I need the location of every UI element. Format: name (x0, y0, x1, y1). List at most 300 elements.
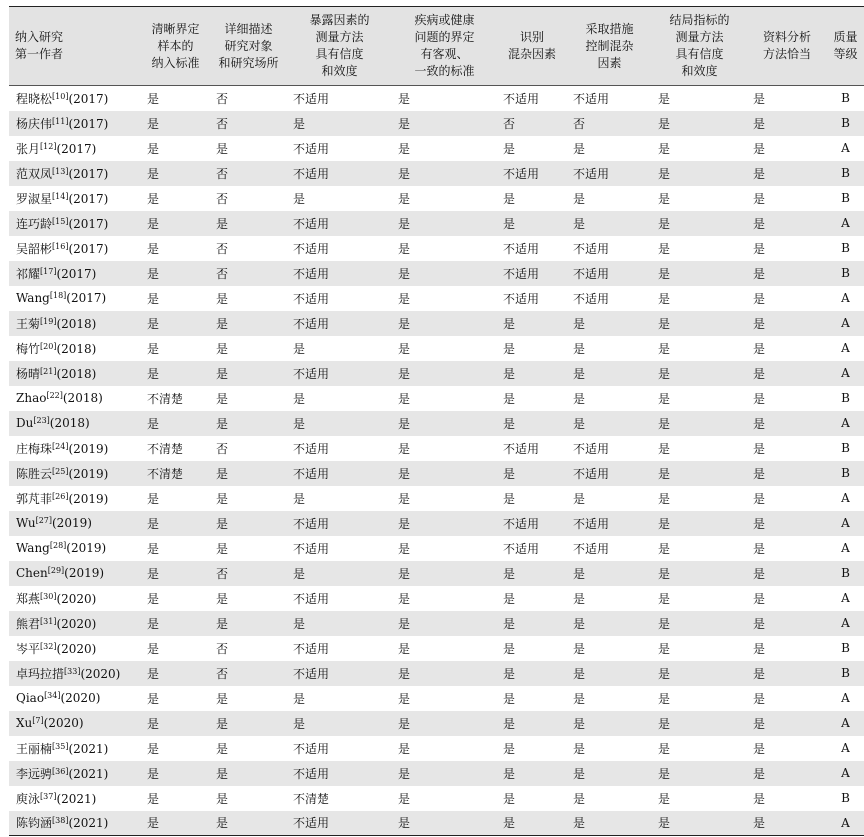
quality-assessment-table (9, 6, 864, 836)
cell-inclusion-criteria: 是 (147, 266, 160, 281)
cell-inclusion-criteria: 是 (147, 291, 160, 306)
cell-quality-grade: B (841, 566, 850, 580)
table-row (9, 736, 864, 761)
reference-number: [27] (35, 516, 52, 525)
cell-confounders: 是 (503, 491, 516, 506)
cell-quality-grade: B (841, 91, 850, 106)
cell-condition-criteria: 是 (398, 116, 411, 131)
cell-confounder-control: 是 (573, 716, 586, 731)
cell-confounders: 是 (503, 216, 516, 231)
reference-number: [16] (52, 241, 69, 251)
cell-confounders: 是 (503, 766, 516, 781)
author-name: 吴韶彬 (16, 241, 53, 256)
cell-confounder-control: 是 (573, 691, 586, 706)
cell-outcome-measure: 是 (658, 616, 671, 631)
table-row (9, 361, 864, 386)
cell-quality-grade: B (841, 241, 850, 255)
cell-analysis: 是 (753, 241, 766, 256)
cell-analysis: 是 (753, 366, 766, 381)
cell-confounder-control: 是 (573, 216, 586, 231)
cell-subjects-setting: 是 (216, 391, 229, 406)
cell-outcome-measure: 是 (658, 116, 671, 131)
reference-number: [35] (52, 741, 69, 751)
cell-exposure-measure: 不适用 (293, 766, 330, 781)
reference-number: [25] (52, 466, 69, 476)
cell-author (9, 561, 141, 586)
header-condition-criteria: 疾病或健康 问题的界定 有客观、 一致的标准 (414, 13, 475, 78)
author-name: Wu (16, 516, 36, 530)
table-row (9, 536, 864, 561)
cell-confounder-control: 是 (573, 391, 586, 406)
cell-exposure-measure: 不适用 (293, 466, 330, 481)
cell-analysis: 是 (753, 491, 766, 506)
table-row (9, 436, 864, 461)
author-name: 王菊 (16, 316, 41, 331)
cell-exposure-measure: 不适用 (293, 266, 330, 281)
cell-confounders: 是 (503, 716, 516, 731)
cell-confounder-control: 是 (573, 791, 586, 806)
cell-confounders: 是 (503, 341, 516, 356)
cell-confounders: 是 (503, 791, 516, 806)
cell-exposure-measure: 是 (293, 491, 306, 506)
reference-number: [28] (49, 541, 67, 550)
table-row (9, 161, 864, 186)
cell-confounders: 是 (503, 391, 516, 406)
author-name: Wang (16, 291, 50, 305)
reference-number: [10] (52, 91, 69, 101)
cell-author (9, 211, 141, 236)
publication-year: (2017) (68, 116, 109, 131)
header-author: 纳入研究 第一作者 (15, 30, 64, 61)
cell-outcome-measure: 是 (658, 266, 671, 281)
cell-author (9, 236, 141, 261)
cell-confounders: 是 (503, 691, 516, 706)
table-row (9, 136, 864, 161)
cell-subjects-setting: 是 (216, 816, 229, 831)
cell-outcome-measure: 是 (658, 366, 671, 381)
cell-analysis: 是 (753, 191, 766, 206)
author-name: 梅竹 (16, 341, 41, 356)
cell-subjects-setting: 否 (216, 441, 229, 456)
cell-confounders: 不适用 (503, 516, 540, 531)
cell-condition-criteria: 是 (398, 166, 411, 181)
cell-subjects-setting: 是 (216, 291, 229, 306)
reference-number: [20] (40, 341, 57, 351)
author-name: Du (16, 416, 34, 430)
cell-subjects-setting: 否 (216, 641, 229, 656)
author-name: Chen (16, 566, 48, 580)
cell-analysis: 是 (753, 791, 766, 806)
cell-condition-criteria: 是 (398, 341, 411, 356)
cell-author (9, 636, 141, 661)
cell-exposure-measure: 不适用 (293, 541, 330, 556)
reference-number: [19] (40, 316, 57, 326)
cell-confounder-control: 是 (573, 616, 586, 631)
publication-year: (2017) (56, 141, 97, 156)
table-body (9, 86, 864, 836)
cell-inclusion-criteria: 是 (147, 316, 160, 331)
cell-confounders: 是 (503, 141, 516, 156)
cell-exposure-measure: 不适用 (293, 216, 330, 231)
cell-outcome-measure: 是 (658, 391, 671, 406)
author-name: 陈钧涵 (16, 816, 53, 831)
cell-outcome-measure: 是 (658, 716, 671, 731)
cell-author (9, 161, 141, 186)
publication-year: (2019) (68, 466, 109, 481)
author-name: 杨晴 (16, 366, 41, 381)
author-name: 祁耀 (16, 266, 41, 281)
cell-exposure-measure: 是 (293, 716, 306, 731)
cell-inclusion-criteria: 是 (147, 216, 160, 231)
cell-author (9, 136, 141, 161)
cell-subjects-setting: 否 (216, 91, 229, 106)
cell-inclusion-criteria: 是 (147, 241, 160, 256)
cell-confounders: 是 (503, 566, 516, 581)
publication-year: (2020) (56, 591, 97, 606)
reference-number: [13] (52, 166, 69, 176)
cell-outcome-measure: 是 (658, 416, 671, 431)
publication-year: (2019) (52, 516, 92, 530)
cell-condition-criteria: 是 (398, 641, 411, 656)
author-name: 庄梅珠 (16, 441, 53, 456)
cell-outcome-measure: 是 (658, 466, 671, 481)
cell-confounder-control: 不适用 (573, 91, 610, 106)
publication-year: (2018) (56, 316, 97, 331)
table-row (9, 261, 864, 286)
cell-quality-grade: A (841, 716, 850, 730)
table-row (9, 561, 864, 586)
cell-confounder-control: 不适用 (573, 541, 610, 556)
cell-condition-criteria: 是 (398, 441, 411, 456)
cell-analysis: 是 (753, 466, 766, 481)
cell-quality-grade: A (841, 741, 850, 755)
header-confounder-control: 采取措施 控制混杂 因素 (585, 21, 634, 70)
table-row (9, 236, 864, 261)
cell-subjects-setting: 否 (216, 566, 229, 581)
cell-condition-criteria: 是 (398, 566, 411, 581)
cell-quality-grade: A (841, 616, 850, 630)
cell-inclusion-criteria: 是 (147, 191, 160, 206)
cell-subjects-setting: 是 (216, 341, 229, 356)
cell-confounder-control: 不适用 (573, 441, 610, 456)
cell-subjects-setting: 是 (216, 716, 229, 731)
cell-confounder-control: 是 (573, 591, 586, 606)
cell-analysis: 是 (753, 691, 766, 706)
cell-outcome-measure: 是 (658, 91, 671, 106)
cell-analysis: 是 (753, 391, 766, 406)
cell-inclusion-criteria: 是 (147, 141, 160, 156)
cell-confounders: 否 (503, 116, 516, 131)
cell-inclusion-criteria: 是 (147, 366, 160, 381)
table-row (9, 411, 864, 436)
cell-inclusion-criteria: 是 (147, 166, 160, 181)
cell-outcome-measure: 是 (658, 316, 671, 331)
cell-analysis: 是 (753, 141, 766, 156)
author-name: 岑平 (16, 641, 41, 656)
header-analysis: 资料分析 方法恰当 (762, 30, 811, 61)
cell-condition-criteria: 是 (398, 416, 411, 431)
cell-subjects-setting: 是 (216, 616, 229, 631)
cell-inclusion-criteria: 是 (147, 716, 160, 731)
cell-author (9, 586, 141, 611)
cell-quality-grade: A (841, 815, 850, 830)
publication-year: (2018) (56, 366, 97, 381)
cell-confounder-control: 是 (573, 816, 586, 831)
cell-quality-grade: A (841, 541, 850, 555)
cell-confounder-control: 是 (573, 366, 586, 381)
publication-year: (2020) (60, 691, 101, 705)
cell-author (9, 486, 141, 511)
cell-author (9, 536, 141, 561)
publication-year: (2019) (64, 566, 105, 580)
cell-confounders: 不适用 (503, 266, 540, 281)
cell-quality-grade: A (841, 341, 850, 355)
publication-year: (2020) (80, 666, 121, 681)
cell-condition-criteria: 是 (398, 791, 411, 806)
cell-condition-criteria: 是 (398, 316, 411, 331)
author-name: 熊君 (16, 616, 41, 631)
cell-outcome-measure: 是 (658, 741, 671, 756)
cell-analysis: 是 (753, 541, 766, 556)
cell-condition-criteria: 是 (398, 591, 411, 606)
publication-year: (2019) (66, 541, 107, 555)
reference-number: [33] (64, 666, 81, 676)
cell-author (9, 86, 141, 111)
cell-quality-grade: A (841, 591, 850, 605)
cell-exposure-measure: 是 (293, 116, 306, 131)
cell-analysis: 是 (753, 566, 766, 581)
publication-year: (2017) (68, 91, 109, 106)
header-subjects-setting: 详细描述 研究对象 和研究场所 (218, 21, 279, 70)
table-row (9, 486, 864, 511)
cell-outcome-measure: 是 (658, 816, 671, 831)
cell-inclusion-criteria: 是 (147, 341, 160, 356)
cell-condition-criteria: 是 (398, 666, 411, 681)
cell-quality-grade: B (841, 191, 850, 205)
cell-confounder-control: 是 (573, 341, 586, 356)
table-row (9, 711, 864, 736)
publication-year: (2019) (68, 441, 109, 456)
publication-year: (2020) (56, 616, 97, 631)
cell-exposure-measure: 不适用 (293, 591, 330, 606)
cell-author (9, 661, 141, 686)
cell-condition-criteria: 是 (398, 691, 411, 706)
cell-condition-criteria: 是 (398, 91, 411, 106)
cell-analysis: 是 (753, 666, 766, 681)
cell-confounders: 是 (503, 741, 516, 756)
cell-condition-criteria: 是 (398, 266, 411, 281)
table-row (9, 86, 864, 111)
cell-outcome-measure: 是 (658, 641, 671, 656)
table-row (9, 311, 864, 336)
cell-subjects-setting: 否 (216, 166, 229, 181)
cell-subjects-setting: 是 (216, 541, 229, 556)
cell-confounder-control: 是 (573, 416, 586, 431)
cell-subjects-setting: 是 (216, 466, 229, 481)
table-row (9, 611, 864, 636)
cell-condition-criteria: 是 (398, 716, 411, 731)
cell-quality-grade: A (841, 491, 850, 505)
cell-exposure-measure: 不清楚 (293, 791, 330, 806)
cell-quality-grade: A (841, 366, 850, 380)
reference-number: [15] (52, 216, 69, 226)
cell-author (9, 436, 141, 461)
cell-author (9, 736, 141, 761)
cell-confounder-control: 是 (573, 741, 586, 756)
table-header (9, 7, 864, 86)
cell-analysis: 是 (753, 816, 766, 831)
publication-year: (2017) (66, 291, 107, 305)
cell-author (9, 611, 141, 636)
cell-analysis: 是 (753, 416, 766, 431)
author-name: 陈胜云 (16, 466, 53, 481)
header-inclusion-criteria: 清晰界定 样本的 纳入标准 (151, 21, 200, 70)
reference-number: [26] (52, 491, 69, 501)
author-name: 连巧龄 (16, 216, 53, 231)
cell-analysis: 是 (753, 116, 766, 131)
author-name: Xu (16, 716, 33, 730)
cell-exposure-measure: 是 (293, 341, 306, 356)
cell-inclusion-criteria: 是 (147, 566, 160, 581)
cell-exposure-measure: 是 (293, 691, 306, 706)
cell-exposure-measure: 是 (293, 391, 306, 406)
cell-analysis: 是 (753, 716, 766, 731)
table-row (9, 336, 864, 361)
cell-author (9, 786, 141, 811)
cell-inclusion-criteria: 不清楚 (147, 466, 184, 481)
cell-author (9, 461, 141, 486)
cell-outcome-measure: 是 (658, 166, 671, 181)
cell-confounders: 是 (503, 191, 516, 206)
cell-confounder-control: 是 (573, 566, 586, 581)
cell-outcome-measure: 是 (658, 441, 671, 456)
cell-condition-criteria: 是 (398, 616, 411, 631)
cell-condition-criteria: 是 (398, 766, 411, 781)
publication-year: (2021) (68, 766, 109, 781)
cell-exposure-measure: 是 (293, 616, 306, 631)
cell-exposure-measure: 不适用 (293, 816, 330, 831)
cell-author (9, 761, 141, 786)
cell-subjects-setting: 是 (216, 741, 229, 756)
cell-inclusion-criteria: 是 (147, 691, 160, 706)
table-row (9, 636, 864, 661)
cell-inclusion-criteria: 是 (147, 666, 160, 681)
cell-exposure-measure: 不适用 (293, 641, 330, 656)
cell-inclusion-criteria: 不清楚 (147, 391, 184, 406)
cell-exposure-measure: 不适用 (293, 441, 330, 456)
cell-quality-grade: A (841, 516, 850, 530)
cell-exposure-measure: 不适用 (293, 316, 330, 331)
publication-year: (2017) (68, 166, 109, 181)
author-name: 罗淑星 (16, 191, 53, 206)
table-row (9, 286, 864, 311)
cell-author (9, 811, 141, 836)
cell-exposure-measure: 不适用 (293, 366, 330, 381)
cell-confounders: 不适用 (503, 541, 540, 556)
cell-confounder-control: 不适用 (573, 466, 610, 481)
table-row (9, 461, 864, 486)
cell-subjects-setting: 是 (216, 791, 229, 806)
publication-year: (2017) (68, 241, 109, 256)
cell-subjects-setting: 是 (216, 516, 229, 531)
cell-exposure-measure: 不适用 (293, 91, 330, 106)
cell-author (9, 511, 141, 536)
cell-outcome-measure: 是 (658, 541, 671, 556)
cell-quality-grade: A (841, 216, 850, 230)
cell-outcome-measure: 是 (658, 291, 671, 306)
cell-quality-grade: B (841, 391, 850, 405)
cell-subjects-setting: 否 (216, 241, 229, 256)
cell-subjects-setting: 是 (216, 416, 229, 431)
cell-confounder-control: 不适用 (573, 241, 610, 256)
cell-quality-grade: B (841, 166, 850, 180)
table-row (9, 586, 864, 611)
publication-year: (2020) (43, 716, 84, 730)
cell-inclusion-criteria: 是 (147, 91, 160, 106)
author-name: Qiao (16, 691, 45, 705)
header-confounders: 识别 混杂因素 (507, 30, 556, 61)
reference-number: [29] (47, 566, 65, 575)
publication-year: (2021) (56, 791, 97, 806)
cell-confounders: 是 (503, 641, 516, 656)
reference-number: [37] (40, 791, 57, 801)
author-name: 郑燕 (16, 591, 41, 606)
cell-quality-grade: B (841, 791, 850, 805)
cell-exposure-measure: 不适用 (293, 241, 330, 256)
cell-condition-criteria: 是 (398, 466, 411, 481)
cell-confounder-control: 是 (573, 766, 586, 781)
cell-condition-criteria: 是 (398, 191, 411, 206)
cell-confounder-control: 是 (573, 666, 586, 681)
reference-number: [21] (40, 366, 57, 376)
cell-analysis: 是 (753, 216, 766, 231)
author-name: Zhao (16, 391, 47, 405)
cell-outcome-measure: 是 (658, 241, 671, 256)
author-name: 杨庆伟 (16, 116, 53, 131)
cell-subjects-setting: 是 (216, 691, 229, 706)
cell-condition-criteria: 是 (398, 541, 411, 556)
table-row (9, 111, 864, 136)
cell-confounders: 不适用 (503, 91, 540, 106)
cell-confounders: 是 (503, 666, 516, 681)
cell-subjects-setting: 否 (216, 116, 229, 131)
cell-outcome-measure: 是 (658, 691, 671, 706)
publication-year: (2018) (49, 416, 90, 430)
reference-number: [31] (40, 616, 57, 626)
cell-subjects-setting: 是 (216, 366, 229, 381)
table-row (9, 786, 864, 811)
cell-condition-criteria: 是 (398, 291, 411, 306)
reference-number: [23] (33, 416, 50, 425)
cell-analysis: 是 (753, 166, 766, 181)
publication-year: (2018) (56, 341, 97, 356)
cell-analysis: 是 (753, 316, 766, 331)
cell-outcome-measure: 是 (658, 591, 671, 606)
cell-exposure-measure: 是 (293, 416, 306, 431)
cell-quality-grade: A (841, 691, 850, 705)
cell-subjects-setting: 是 (216, 216, 229, 231)
cell-author (9, 711, 141, 736)
cell-outcome-measure: 是 (658, 566, 671, 581)
cell-confounders: 是 (503, 316, 516, 331)
reference-number: [32] (40, 641, 57, 651)
cell-condition-criteria: 是 (398, 391, 411, 406)
cell-exposure-measure: 不适用 (293, 166, 330, 181)
cell-subjects-setting: 否 (216, 266, 229, 281)
cell-condition-criteria: 是 (398, 516, 411, 531)
cell-author (9, 286, 141, 311)
cell-exposure-measure: 是 (293, 191, 306, 206)
